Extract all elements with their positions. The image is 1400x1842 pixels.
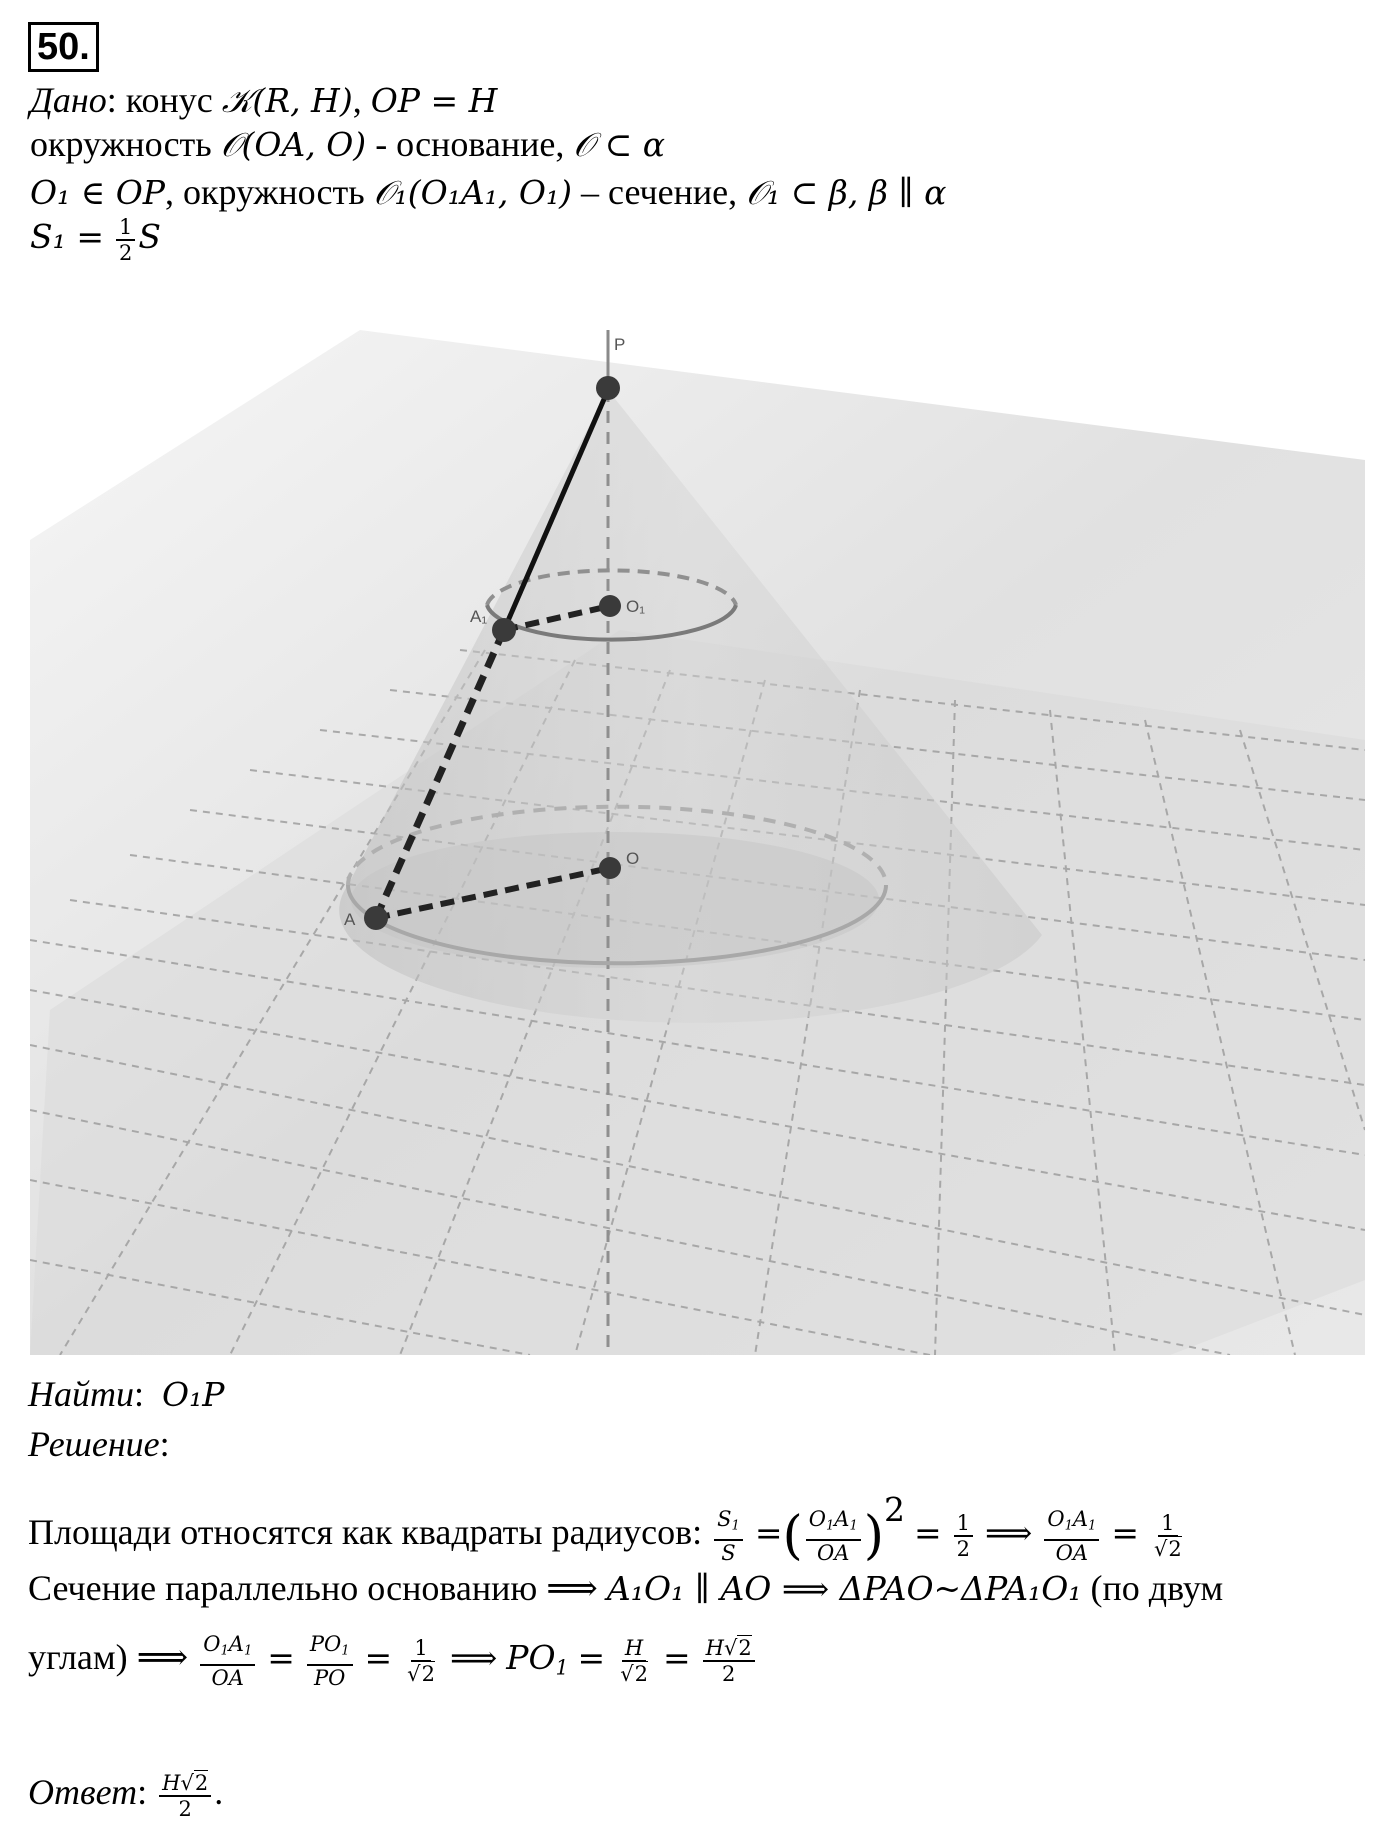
base-word: - основание, xyxy=(375,124,565,164)
section-word: – сечение, xyxy=(581,172,738,212)
label-a1: A₁ xyxy=(470,607,488,626)
section-in-plane: 𝒪₁ ⊂ β, β ∥ α xyxy=(746,173,947,212)
answer-label: Ответ xyxy=(28,1772,138,1812)
answer-line: Ответ: $\frac{H√2}{2}$ . xyxy=(28,1770,224,1821)
frac-1-sqrt2-b: $\frac{1}{√2}$ xyxy=(407,1635,435,1686)
solution-label: Решение xyxy=(28,1424,160,1464)
base-circle: 𝒪(OA, O) xyxy=(220,125,367,164)
frac-s1-s: $\frac{S_1}{S}$ xyxy=(714,1507,743,1565)
given-line-4 xyxy=(30,214,161,265)
frac-half: $\frac{1}{2}$ xyxy=(954,1511,973,1561)
point-p xyxy=(596,376,620,400)
o1-in-op: O₁ ∈ OP xyxy=(30,173,165,212)
point-a1 xyxy=(492,618,516,642)
section-circle: 𝒪₁(O₁A₁, O₁) xyxy=(373,173,573,212)
point-o xyxy=(599,857,621,879)
frac-o1a1-oa: $\frac{O_1A_1}{OA}$ xyxy=(806,1507,861,1565)
given-line-3: O₁ ∈ OP, окружность 𝒪₁(O₁A₁, O₁) – сечение, 𝒪₁ ⊂ β, β ∥ α xyxy=(30,172,947,212)
given-line-2 xyxy=(30,122,665,167)
point-a xyxy=(364,906,388,930)
solution-line-2 xyxy=(28,1566,1223,1611)
frac-hsqrt2-2: $\frac{H√2}{2}$ xyxy=(703,1636,755,1686)
find-line: Найти: O₁P xyxy=(28,1374,225,1414)
solution-label-line: Решение: xyxy=(28,1424,170,1464)
solution-line-1: Площади относятся как квадраты радиусов: $\frac{S_1}{S}$ =( $\frac{O_1A_1}{OA}$ )$^2$ = $\frac{1}{2}$ ⟹ $\frac{O_1A_1}{OA}$ = $\frac{1}{√2}$ xyxy=(28,1488,1188,1565)
frac-o1a1-oa-2: $\frac{O_1A_1}{OA}$ xyxy=(1044,1507,1099,1565)
cone-figure xyxy=(30,330,1365,1355)
answer-fraction: $\frac{H√2}{2}$ xyxy=(159,1771,211,1821)
find-label: Найти xyxy=(28,1374,134,1414)
s1-left: S₁ = xyxy=(30,217,104,256)
label-o: O xyxy=(626,849,640,868)
label-a: A xyxy=(344,910,356,929)
base-in-plane: 𝒪 ⊂ α xyxy=(573,125,666,164)
frac-h-sqrt2: $\frac{H}{√2}$ xyxy=(620,1635,648,1686)
cone-symbol: 𝒦(R, H) xyxy=(221,81,353,120)
solution-text-1: Площади относятся как квадраты радиусов: xyxy=(28,1512,703,1553)
cone-word: конус xyxy=(125,80,213,120)
s1-right: S xyxy=(138,217,161,256)
base-shadow xyxy=(351,832,879,968)
given-line-1: Дано: конус 𝒦(R, H), OP = H xyxy=(30,80,498,120)
circle-word-2: окружность xyxy=(182,172,365,212)
circle-word: окружность xyxy=(30,124,212,164)
solution-line-3: углам) ⟹ $\frac{O_1A_1}{OA}$ = $\frac{PO_1}{PO}$ = $\frac{1}{√2}$ ⟹ $PO_1$ = $\frac{H}{√2}$ = $\frac{H√2}{2}$ xyxy=(28,1632,758,1690)
similarity-math: A₁O₁ ∥ AO ⟹ ΔPAO~ΔPA₁O₁ xyxy=(606,1569,1082,1608)
solution-text-2b: (по двум xyxy=(1090,1568,1224,1608)
point-o1 xyxy=(599,595,621,617)
solution-text-3: углам) ⟹ xyxy=(28,1637,189,1678)
label-p: P xyxy=(614,335,626,354)
solution-text-2a: Сечение параллельно основанию ⟹ xyxy=(28,1568,598,1608)
frac-po1-po: $\frac{PO_1}{PO}$ xyxy=(307,1632,353,1690)
op-equation: OP = H xyxy=(370,81,498,120)
find-target: O₁P xyxy=(162,1375,225,1414)
given-label: Дано xyxy=(30,80,107,120)
s1-fraction: $\frac{1}{2}$ xyxy=(116,215,135,265)
problem-number: 50. xyxy=(28,22,99,72)
frac-1-sqrt2: $\frac{1}{√2}$ xyxy=(1153,1510,1182,1561)
frac-o1a1-oa-3: $\frac{O_1A_1}{OA}$ xyxy=(200,1632,255,1690)
label-o1: O₁ xyxy=(626,597,645,616)
